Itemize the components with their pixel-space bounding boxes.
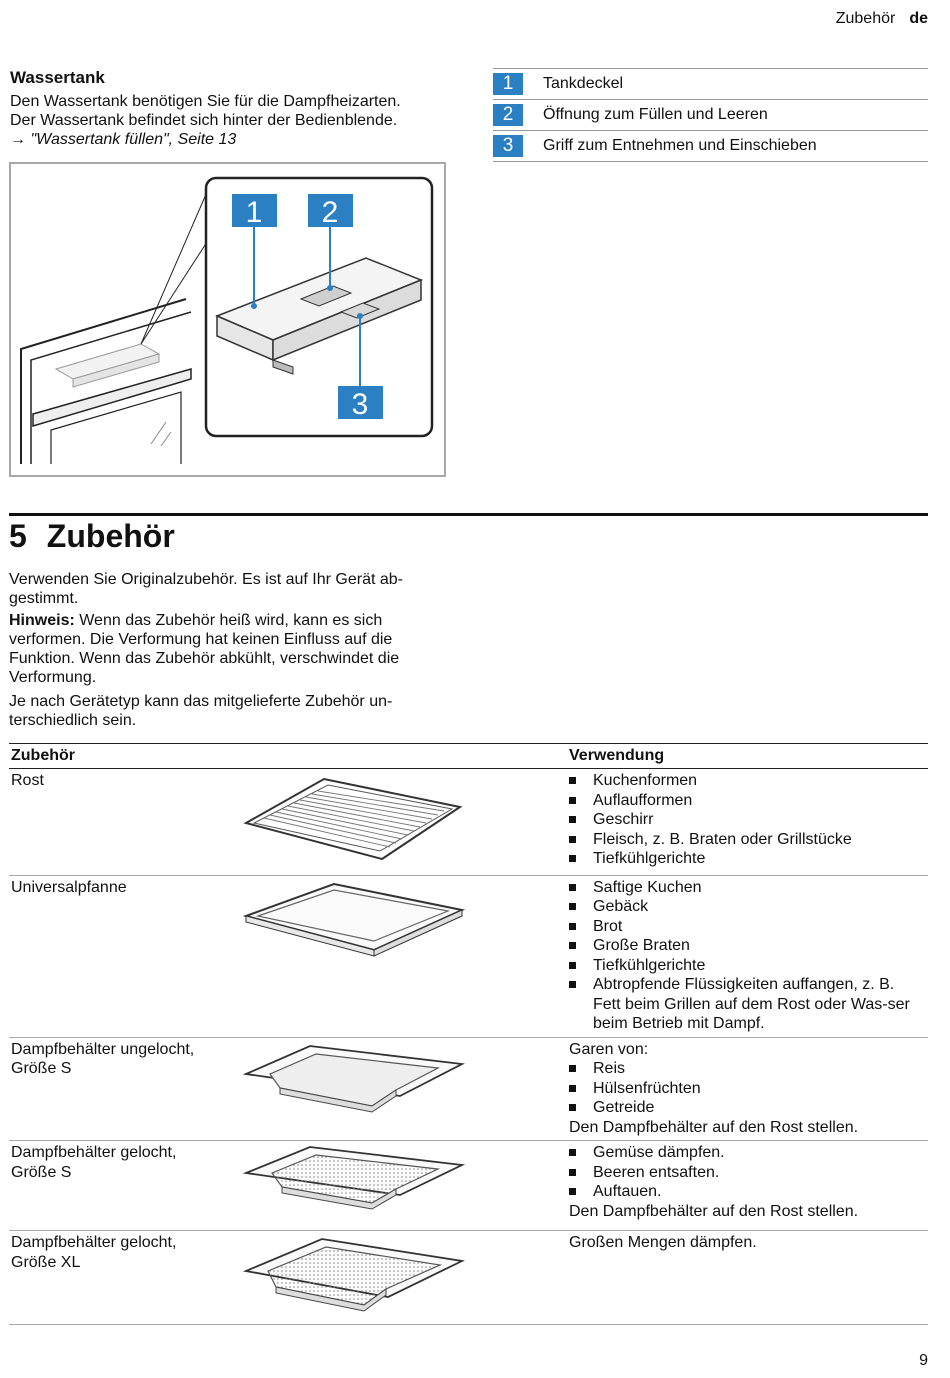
glass-reflection [161,432,171,446]
header-section: Zubehör [835,10,896,27]
usage-item: Auflaufformen [569,791,926,811]
usage-item: Fleisch, z. B. Braten oder Grillstücke [569,830,926,850]
intro-line: gestimmt. [9,590,79,607]
table-row [9,769,928,876]
usage-cell [567,875,928,1037]
variant-line: terschiedlich sein. [9,712,137,729]
legend-row [493,130,928,162]
wassertank-text [10,92,401,149]
chapter-rule [9,513,928,516]
usage-item: Tiefkühlgerichte [569,849,926,869]
accessory-name-line: Universalpfanne [11,878,127,896]
legend-row [493,99,928,130]
usage-intro: Großen Mengen dämpfen. [569,1234,757,1251]
running-header [836,10,928,28]
accessory-image-cell [238,1037,567,1141]
callout-dot [251,303,257,309]
wassertank-line: Der Wassertank befindet sich hinter der Bedienblende. [10,112,398,129]
accessory-name [9,1037,238,1141]
accessory-name-line: Größe XL [11,1253,81,1271]
legend-row [493,68,928,99]
column-header-accessory: Zubehör [9,744,567,769]
callout-dot [357,313,363,319]
hint-text: Wenn das Zubehör heiß wird, kann es sich [74,612,383,629]
usage-intro: Garen von: [569,1040,649,1058]
water-tank-illustration [9,162,446,477]
table-row [9,1231,928,1325]
legend-number: 2 [493,104,523,126]
legend-number: 1 [493,73,523,95]
accessory-name-line: Größe S [11,1163,72,1181]
column-header-usage: Verwendung [567,744,928,769]
usage-cell [567,1037,928,1141]
figure-legend [493,68,928,162]
chapter-number: 5 [9,518,27,554]
usage-item: Brot [569,917,926,937]
hint-text: Verformung. [9,669,97,686]
page-number: 9 [919,1352,928,1369]
oven-outline [31,312,191,464]
intro-paragraph [9,570,449,608]
water-tank-drawing [11,164,444,475]
variant-line: Je nach Gerätetyp kann das mitgelieferte Zubehör un- [9,693,393,710]
accessory-name [9,875,238,1037]
usage-item: Getreide [569,1098,926,1118]
variant-paragraph [9,692,449,730]
steam-container-unperforated-image [240,1040,470,1115]
usage-note: Den Dampfbehälter auf den Rost stellen. [569,1118,859,1136]
header-lang: de [909,10,928,27]
usage-cell [567,769,928,876]
accessory-name-line: Größe S [11,1060,72,1077]
legend-label: Griff zum Entnehmen und Einschieben [543,137,817,154]
universal-pan-image [240,878,470,963]
accessory-name [9,1141,238,1231]
accessory-name [9,1231,238,1325]
accessory-name-line: Rost [11,772,44,789]
accessory-name-line: Dampfbehälter gelocht, [11,1144,177,1161]
steam-container-perforated-s-image [240,1143,470,1213]
callout-number: 2 [321,196,339,229]
wassertank-crossref-link[interactable]: → "Wassertank füllen", Seite 13 [10,131,237,148]
usage-item: Große Braten [569,936,926,956]
usage-item: Gebäck [569,897,926,917]
accessory-name-line: Dampfbehälter gelocht, [11,1234,177,1251]
accessory-image-cell [238,769,567,876]
callout-dot [327,285,333,291]
usage-cell [567,1141,928,1231]
zoom-line [141,242,207,344]
table-row [9,875,928,1037]
legend-label: Tankdeckel [543,75,624,92]
chapter-heading [9,518,195,555]
usage-note: Den Dampfbehälter auf den Rost stellen. [569,1202,859,1220]
usage-item: Kuchenformen [569,771,926,791]
hint-text: verformen. Die Verformung hat keinen Einfluss auf die [9,631,393,648]
wassertank-heading: Wassertank [10,68,105,87]
accessory-image-cell [238,1141,567,1231]
usage-cell [567,1231,928,1325]
callout-number: 1 [245,196,263,229]
hint-label: Hinweis: [9,612,75,629]
usage-item: Saftige Kuchen [569,878,926,898]
glass-reflection [151,422,166,444]
accessory-name [9,769,238,876]
chapter-title: Zubehör [46,518,175,554]
usage-item: Tiefkühlgerichte [569,956,926,976]
table-row [9,1141,928,1231]
callout-number: 3 [351,388,369,421]
usage-item: Abtropfende Flüssigkeiten auffangen, z. B. Fett beim Grillen auf dem Rost oder Was-ser beim Betrieb mit Dampf. [569,975,926,1034]
rack-image [240,771,470,866]
legend-label: Öffnung zum Füllen und Leeren [543,106,768,123]
usage-item: Gemüse dämpfen. [569,1143,926,1163]
usage-item: Hülsenfrüchten [569,1079,926,1099]
zoom-line [141,192,207,344]
intro-line: Verwenden Sie Originalzubehör. Es ist auf Ihr Gerät ab- [9,571,403,588]
steam-container-perforated-xl-image [240,1233,470,1315]
usage-item: Geschirr [569,810,926,830]
usage-item: Reis [569,1059,926,1079]
oven-door-handle [33,369,191,426]
hint-paragraph [9,611,449,687]
usage-item: Auftauen. [569,1182,926,1202]
wassertank-line: Den Wassertank benötigen Sie für die Dampfheizarten. [10,93,401,110]
accessory-name-line: Dampfbehälter ungelocht, [11,1040,195,1058]
accessories-table [9,743,928,1325]
hint-text: Funktion. Wenn das Zubehör abkühlt, verschwindet die [9,650,400,667]
accessory-image-cell [238,875,567,1037]
accessory-image-cell [238,1231,567,1325]
table-row [9,1037,928,1141]
legend-number: 3 [493,135,523,157]
usage-item: Beeren entsaften. [569,1163,926,1183]
